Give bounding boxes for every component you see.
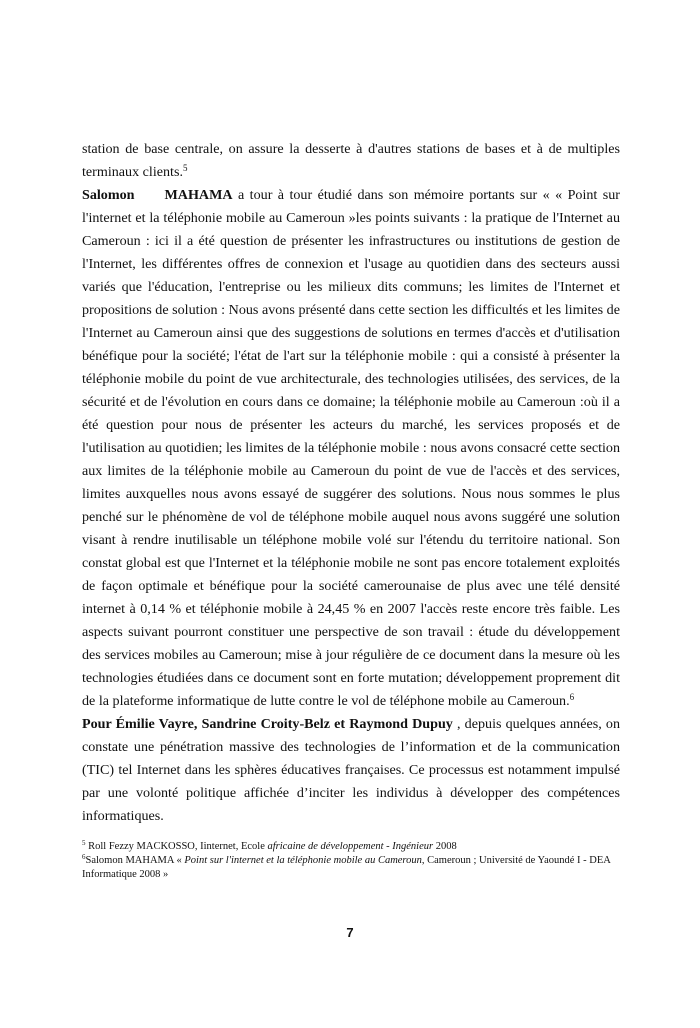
paragraph-text: station de base centrale, on assure la desserte à d'autres stations de bases et à de multiples terminaux clients. bbox=[82, 141, 620, 180]
paragraph-vayre bbox=[82, 713, 620, 828]
footnote-ref-5: 5 bbox=[182, 163, 188, 173]
footnote-text: Roll Fezzy MACKOSSO, Iinternet, Ecole bbox=[85, 841, 268, 852]
page-number: 7 bbox=[346, 925, 354, 940]
author-first-name: Salomon bbox=[82, 187, 135, 203]
footnote-text: Salomon MAHAMA « bbox=[85, 855, 185, 866]
footnote-5 bbox=[82, 840, 620, 854]
paragraph-mahama bbox=[82, 184, 620, 713]
footnote-ref-6: 6 bbox=[569, 692, 575, 702]
footnote-number: 5 bbox=[82, 839, 86, 847]
footnote-italic: africaine de développement - Ingénieur bbox=[267, 841, 434, 852]
paragraph-text: , depuis quelques années, on constate une pénétration massive des technologies de l’information et de la communication (TIC) tel Internet dans les sphères éducatives françaises. Ce processus est notamment impulsé par une volonté politique affichée d’inciter les individus à développer des compétences informatiques. bbox=[82, 716, 620, 824]
document-body bbox=[82, 138, 620, 828]
footnote-6 bbox=[82, 854, 620, 882]
footnote-italic: Point sur l'internet et la téléphonie mobile au Cameroun bbox=[184, 855, 422, 866]
footnote-number: 6 bbox=[82, 853, 86, 861]
paragraph-text: a tour à tour étudié dans son mémoire portants sur « « Point sur l'internet et la téléphonie mobile au Cameroun »les points suivants : la pratique de l'Internet au Cameroun : ici il a été question de présenter les infrastructures ou institutions de gestion de l'Internet, les différentes offres de connexion et l'usage au quotidien dans des secteurs aussi variés que l'éducation, l'entreprise ou les milieux dits communs; les limites de l'Internet et propositions de solution : Nous avons présenté dans cette section les difficultés et les limites de l'Internet au Cameroun ainsi que des suggestions de solutions en termes d'accès et d'utilisation bénéfique pour la société; l'état de l'art sur la téléphonie mobile : qui a consisté à présenter la téléphonie mobile du point de vue architecturale, des technologies utilisées, des services, de la sécurité et de l'évolution en cours dans ce domaine; la téléphonie mobile au Cameroun :où il a été question pour nous de présenter les acteurs du marché, les services proposés et de l'utilisation au quotidien; les limites de la téléphonie mobile : nous avons consacré cette section aux limites de la téléphonie mobile au Cameroun du point de vue de l'accès et des services, limites auxquelles nous avons essayé de suggérer des solutions. Nous nous sommes le plus penché sur le phénomène de vol de téléphone mobile auquel nous avons suggéré une solution visant à rendre inutilisable un téléphone mobile volé sur l'étendu du territoire national. Son constat global est que l'Internet et la téléphonie mobile ne sont pas encore totalement exploités de façon optimale et bénéfique pour la société camerounaise de plus avec une télé densité internet à 0,14 % et téléphonie mobile à 24,45 % en 2007 l'accès reste encore très faible. Les aspects suivant pourront constituer une perspective de son travail : étude du développement des services mobiles au Cameroun; mise à jour régulière de ce document dans la mesure où les technologies étudiées dans ce document sont en forte mutation; développement proprement dit de la plateforme informatique de lutte contre le vol de téléphone mobile au Cameroun. bbox=[82, 187, 620, 709]
footnote-text-end: 2008 bbox=[433, 841, 457, 852]
footnote-text-end: , Cameroun ; Université de Yaoundé I - DEA Informatique 2008 » bbox=[82, 855, 611, 880]
footnotes bbox=[82, 840, 620, 882]
authors-lead: Pour Émilie Vayre, Sandrine Croity-Belz et Raymond Dupuy bbox=[82, 716, 453, 732]
author-last-name: MAHAMA bbox=[164, 187, 233, 203]
paragraph-continuation bbox=[82, 138, 620, 184]
